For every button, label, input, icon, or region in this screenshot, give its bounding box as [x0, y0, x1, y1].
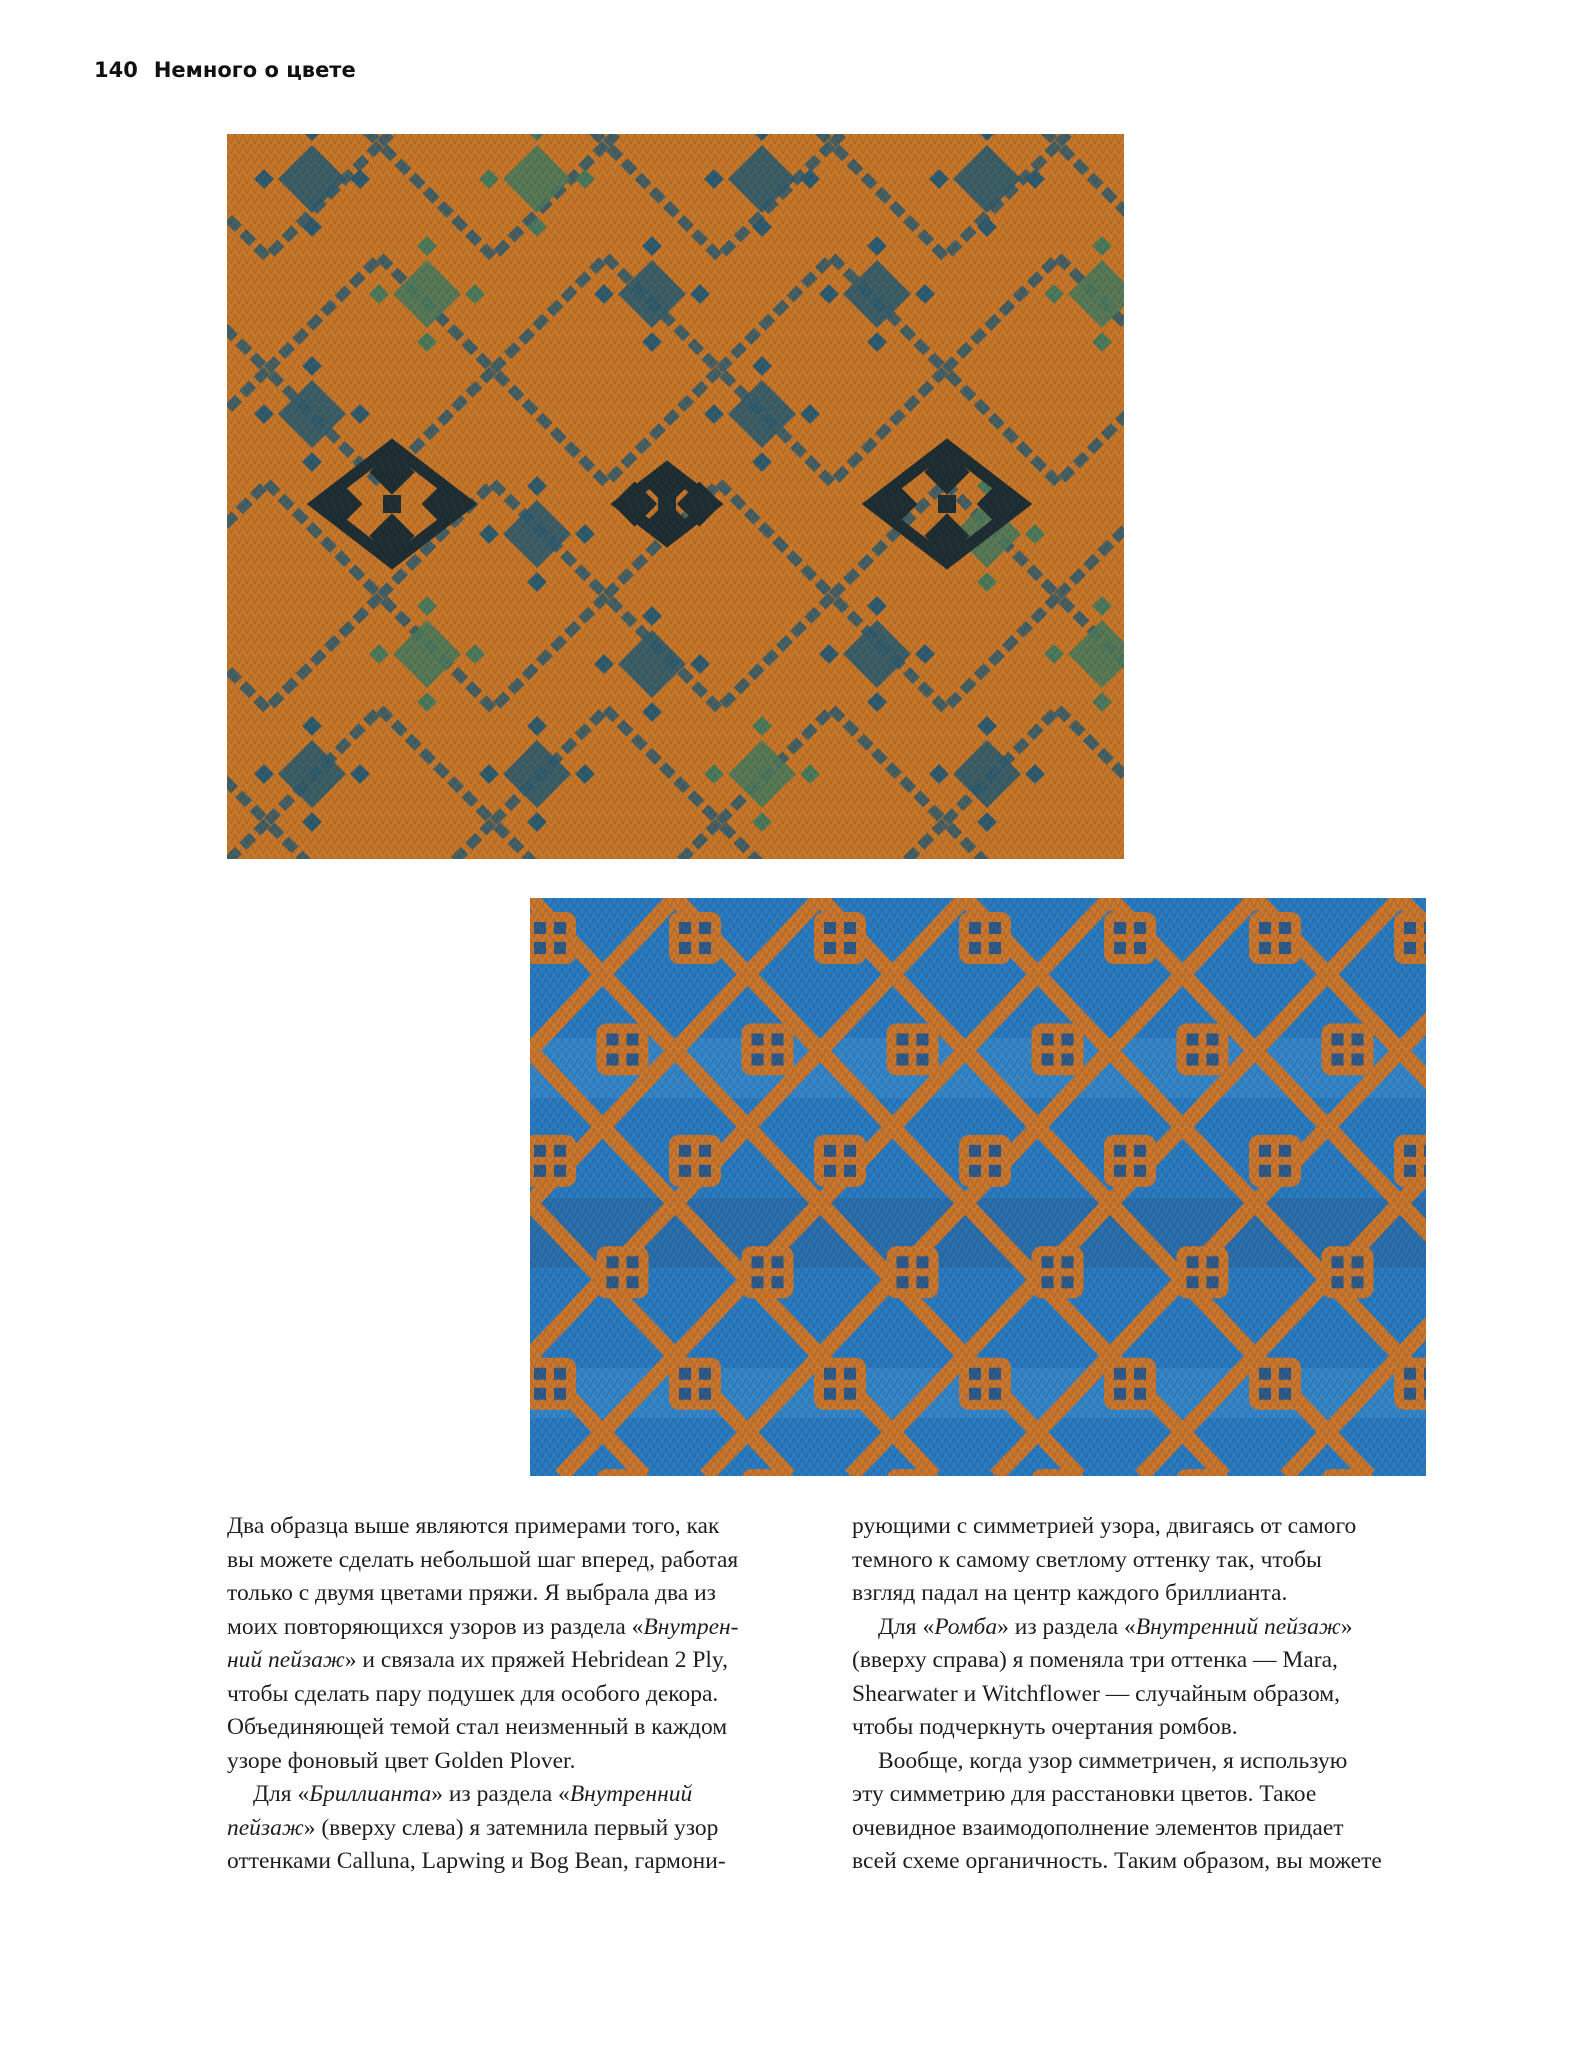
text-run: » из раздела « [997, 1613, 1136, 1640]
text-run: только с двумя цветами пряжи. Я выбрала два из [227, 1580, 716, 1606]
text-line [227, 1577, 817, 1611]
text-run: оттенками Calluna, Lapwing и Bog Bean, гармони- [227, 1848, 726, 1874]
text-run: Объединяющей темой стал неизменный в каждом [227, 1714, 728, 1740]
text-run: » из раздела « [431, 1781, 570, 1807]
text-line [227, 1778, 817, 1812]
text-run: Shearwater и Witchflower — случайным образом, [852, 1680, 1341, 1707]
text-line [227, 1544, 817, 1578]
text-run: Вообще, когда узор симметричен, я использую [878, 1747, 1348, 1774]
italic-text: Внутренний пейзаж [1135, 1613, 1341, 1640]
knit-swatch-diamonds-image [227, 134, 1124, 859]
text-line [227, 1678, 817, 1712]
text-run: всей схеме органичность. Таким образом, вы можете [852, 1848, 1382, 1874]
italic-text: Внутрен- [643, 1613, 739, 1640]
text-line [852, 1745, 1442, 1779]
text-line [227, 1711, 817, 1745]
italic-text: Бриллианта [309, 1781, 432, 1807]
text-line [227, 1510, 817, 1544]
text-line [227, 1745, 817, 1779]
text-run: эту симметрию для расстановки цветов. Такое [852, 1781, 1317, 1807]
body-column-left [227, 1510, 817, 1879]
text-line [852, 1544, 1442, 1578]
text-run: (вверху справа) я поменяла три оттенка — Mara, [852, 1647, 1338, 1673]
text-run: чтобы подчеркнуть очертания ромбов. [852, 1714, 1238, 1740]
knit-swatch-lattice-image [530, 898, 1426, 1476]
text-line [852, 1644, 1442, 1678]
text-run: чтобы сделать пару подушек для особого декора. [227, 1680, 719, 1707]
text-run: вы можете сделать небольшой шаг вперед, работая [227, 1546, 739, 1573]
text-line [852, 1711, 1442, 1745]
page-number: 140 [94, 58, 138, 82]
text-line [852, 1678, 1442, 1712]
running-head [94, 58, 356, 82]
italic-text: Ромба [934, 1613, 998, 1640]
text-line [852, 1577, 1442, 1611]
text-run: » [1340, 1613, 1353, 1640]
text-line [852, 1845, 1442, 1879]
text-line [852, 1611, 1442, 1645]
knit-swatch-photo-diamonds [227, 134, 1124, 859]
text-run: Для « [878, 1613, 935, 1640]
text-line [227, 1812, 817, 1846]
text-line [852, 1812, 1442, 1846]
text-run: взгляд падал на центр каждого бриллианта. [852, 1580, 1288, 1606]
text-run: темного к самому светлому оттенку так, чтобы [852, 1546, 1322, 1573]
text-run: очевидное взаимодополнение элементов придает [852, 1814, 1344, 1841]
text-line [227, 1845, 817, 1879]
text-run: рующими с симметрией узора, двигаясь от самого [852, 1513, 1357, 1539]
text-run: моих повторяющихся узоров из раздела « [227, 1613, 644, 1640]
text-run: Для « [253, 1781, 310, 1807]
text-run: узоре фоновый цвет Golden Plover. [227, 1747, 576, 1774]
text-run: » и связала их пряжей Hebridean 2 Ply, [344, 1647, 729, 1673]
text-line [227, 1611, 817, 1645]
text-run: Два образца выше являются примерами того, как [227, 1513, 720, 1539]
text-line [852, 1510, 1442, 1544]
knit-swatch-photo-lattice [530, 898, 1426, 1476]
italic-text: Внутренний [569, 1781, 693, 1807]
text-line [852, 1778, 1442, 1812]
italic-text: ний пейзаж [227, 1647, 345, 1673]
text-run: » (вверху слева) я затемнила первый узор [303, 1814, 719, 1841]
text-line [227, 1644, 817, 1678]
section-title: Немного о цвете [153, 58, 356, 82]
body-column-right [852, 1510, 1442, 1879]
italic-text: пейзаж [227, 1814, 304, 1841]
